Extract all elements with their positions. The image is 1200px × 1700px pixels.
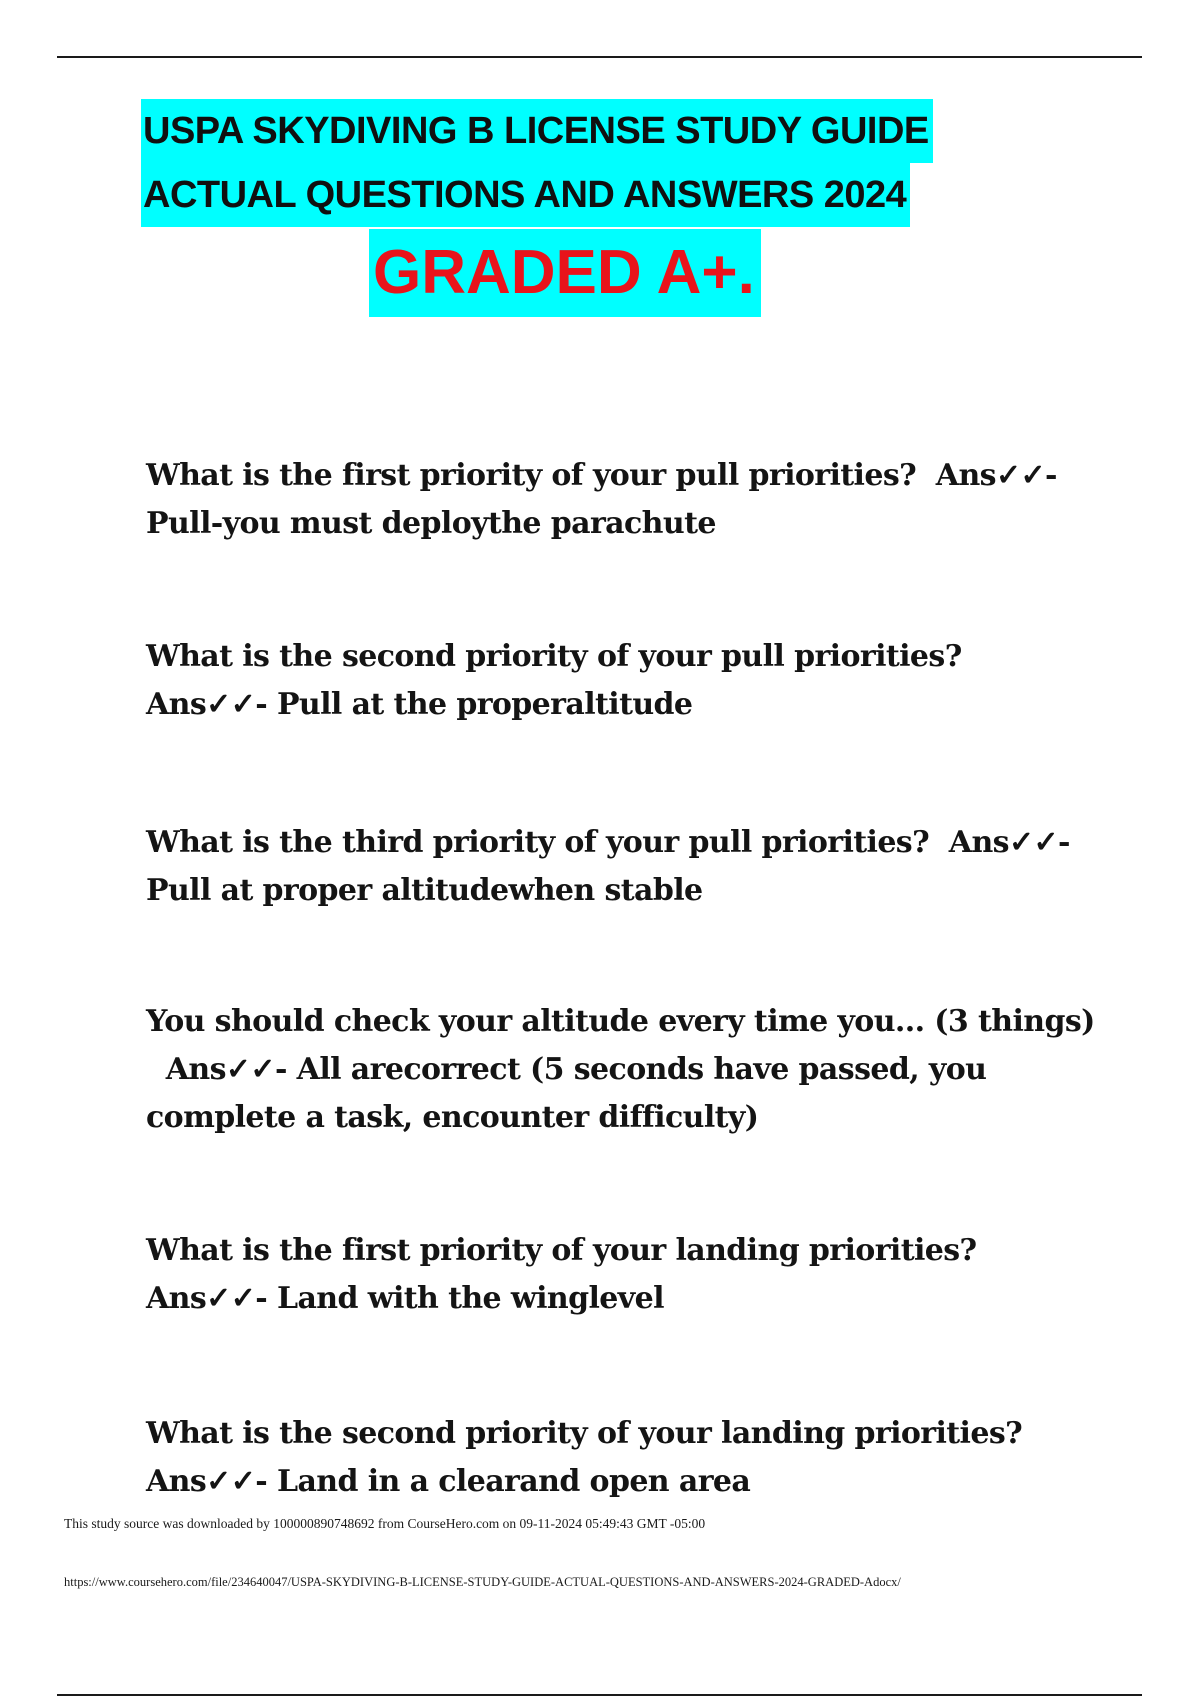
qa-item-1 (146, 452, 1106, 548)
answer-marker: Ans✓✓- (165, 1052, 287, 1087)
answer-marker: Ans✓✓- (146, 1464, 268, 1499)
question-text: What is the third priority of your pull priorities? (146, 825, 930, 860)
question-text: What is the second priority of your landing priorities? (146, 1416, 1023, 1451)
question-text: What is the first priority of your pull priorities? (146, 458, 917, 493)
title-line-2: ACTUAL QUESTIONS AND ANSWERS 2024 (141, 163, 910, 227)
qa-item-3 (146, 819, 1106, 915)
title-line-1: USPA SKYDIVING B LICENSE STUDY GUIDE (141, 99, 933, 163)
answer-text: Land with the winglevel (276, 1281, 664, 1316)
top-rule (57, 56, 1142, 58)
answer-marker: Ans✓✓- (948, 825, 1070, 860)
bottom-rule (57, 1694, 1142, 1696)
source-url: https://www.coursehero.com/file/234640047/USPA-SKYDIVING-B-LICENSE-STUDY-GUIDE-ACTUAL-QUESTIONS-AND-ANSWERS-2024-GRADED-Adocx/ (64, 1575, 901, 1589)
download-notice: This study source was downloaded by 100000890748692 from CourseHero.com on 09-11-2024 05:49:43 GMT -05:00 (64, 1516, 706, 1531)
question-text: What is the first priority of your landing priorities? (146, 1233, 977, 1268)
qa-item-4 (146, 998, 1106, 1142)
answer-text: All arecorrect (5 seconds have passed, you complete a task, encounter difficulty) (146, 1052, 987, 1135)
answer-marker: Ans✓✓- (935, 458, 1057, 493)
question-text: You should check your altitude every time you... (3 things) (146, 1004, 1095, 1039)
qa-item-5 (146, 1227, 1106, 1323)
question-text: What is the second priority of your pull priorities? (146, 639, 962, 674)
qa-item-2 (146, 633, 1106, 729)
answer-text: Pull-you must deploythe parachute (146, 506, 716, 541)
document-title (141, 99, 933, 227)
answer-text: Pull at the properaltitude (276, 687, 693, 722)
answer-marker: Ans✓✓- (146, 1281, 268, 1316)
grade-badge: GRADED A+. (369, 229, 761, 317)
qa-item-6 (146, 1410, 1106, 1506)
answer-marker: Ans✓✓- (146, 687, 268, 722)
answer-text: Land in a clearand open area (276, 1464, 751, 1499)
answer-text: Pull at proper altitudewhen stable (146, 873, 703, 908)
